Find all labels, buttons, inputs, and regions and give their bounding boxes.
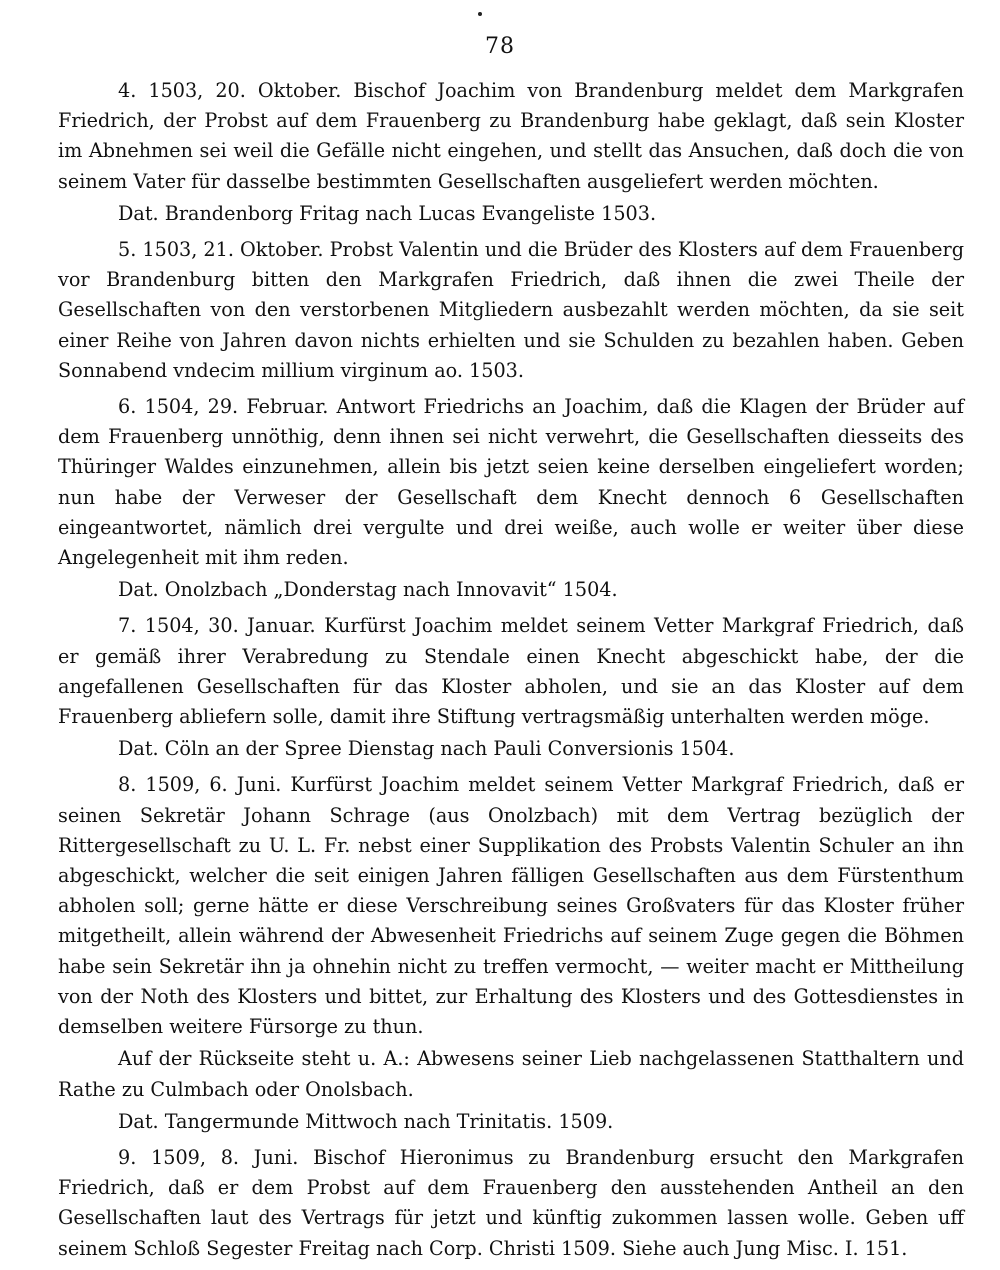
entry-date: Dat. Tangermunde Mittwoch nach Trinitatis. 1509.	[118, 1109, 614, 1133]
entry-note: Auf der Rückseite steht u. A.: Abwesens seiner Lieb nachgelassenen Statthaltern und Rathe zu Culmbach oder Onolsbach.	[58, 1047, 964, 1101]
entry-date: Dat. Cöln an der Spree Dienstag nach Pauli Conversionis 1504.	[118, 737, 735, 761]
entry-4	[58, 76, 964, 229]
entry-8	[58, 770, 964, 1136]
entry-text: 8. 1509, 6. Juni. Kurfürst Joachim meldet seinem Vetter Markgraf Friedrich, daß er seinen Sekretär Johann Schrage (aus Onolzbach) mit dem Vertrag bezüglich der Rittergesellschaft zu U. L. Fr. nebst einer Supplikation des Probsts Valentin Schuler an ihn abgeschickt, welcher die seit einigen Jahren fälligen Gesellschaften aus dem Fürstenthum abholen soll; gerne hätte er diese Verschreibung seines Großvaters für das Kloster früher mitgetheilt, allein während der Abwesenheit Friedrichs auf seinem Zuge gegen die Böhmen habe sein Sekretär ihn ja ohnehin nicht zu treffen vermocht, — weiter macht er Mittheilung von der Noth des Klosters und bittet, zur Erhaltung des Klosters und des Gottesdienstes in demselben weitere Fürsorge zu thun.	[58, 773, 964, 1039]
entry-text: 4. 1503, 20. Oktober. Bischof Joachim von Brandenburg meldet dem Markgrafen Friedrich, der Probst auf dem Frauenberg zu Brandenburg habe geklagt, daß sein Kloster im Abnehmen sei weil die Gefälle nicht eingehen, und stellt das Ansuchen, daß doch die von seinem Vater für dasselbe bestimmten Gesellschaften ausgeliefert werden möchten.	[58, 79, 964, 193]
document-body	[58, 76, 964, 1270]
entry-text: 5. 1503, 21. Oktober. Probst Valentin und die Brüder des Klosters auf dem Frauenberg vor Brandenburg bitten den Markgrafen Friedrich, daß ihnen die zwei Theile der Gesellschaften von den verstorbenen Mitgliedern ausbezahlt werden möchten, da sie seit einer Reihe von Jahren davon nichts erhielten und sie Schulden zu bezahlen haben. Geben Sonnabend vndecim millium virginum ao. 1503.	[58, 238, 964, 382]
entry-text: 9. 1509, 8. Juni. Bischof Hieronimus zu Brandenburg ersucht den Markgrafen Friedrich, daß er dem Probst auf dem Frauenberg den ausstehenden Antheil an den Gesellschaften laut des Vertrags für jetzt und künftig zukommen lassen wolle. Geben uff seinem Schloß Segester Freitag nach Corp. Christi 1509. Siehe auch Jung Misc. I. 151.	[58, 1145, 964, 1260]
entry-7	[58, 611, 964, 764]
entry-date: Dat. Onolzbach „Donderstag nach Innovavit“ 1504.	[118, 578, 618, 602]
entry-date: Dat. Brandenborg Fritag nach Lucas Evangeliste 1503.	[118, 201, 657, 225]
entry-text: 6. 1504, 29. Februar. Antwort Friedrichs an Joachim, daß die Klagen der Brüder auf dem Frauenberg unnöthig, denn ihnen sei nicht verwehrt, die Gesellschaften diesseits des Thüringer Waldes einzunehmen, allein bis jetzt seien keine derselben eingeliefert worden; nun habe der Verweser der Gesellschaft dem Knecht dennoch 6 Gesellschaften eingeantwortet, nämlich drei vergulte und drei weiße, auch wolle er weiter über diese Angelegenheit mit ihm reden.	[58, 395, 964, 570]
page-number: 78	[485, 34, 515, 59]
print-speck	[478, 12, 482, 16]
entry-5	[58, 235, 964, 386]
entry-9	[58, 1143, 964, 1264]
entry-text: 7. 1504, 30. Januar. Kurfürst Joachim meldet seinem Vetter Markgraf Friedrich, daß er gemäß ihrer Verabredung zu Stendale einen Knecht abgeschickt habe, der die angefallenen Gesellschaften für das Kloster abholen, und sie an das Kloster auf dem Frauenberg abliefern solle, damit ihre Stiftung vertragsmäßig unterhalten werden möge.	[58, 614, 964, 729]
entry-6	[58, 392, 964, 605]
